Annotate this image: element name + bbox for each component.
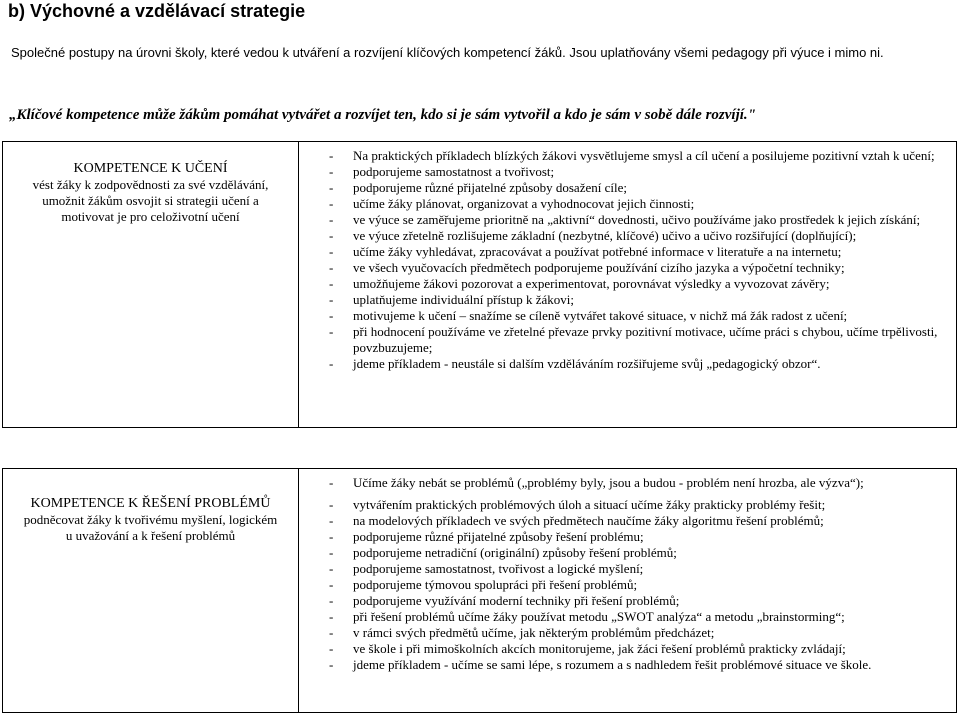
bullet-dash: - (329, 196, 334, 211)
competence-description: vést žáky k zodpovědnosti za své vzdělávání, umožnit žákům osvojit si strategii učení a motivovat je pro celoživotní učení (32, 177, 269, 224)
strategy-item (329, 164, 952, 180)
bullet-dash: - (329, 577, 334, 592)
strategy-list-cell (299, 469, 956, 712)
competence-description: podněcovat žáky k tvořivému myšlení, logickém u uvažování a k řešení problémů (23, 512, 278, 543)
bullet-dash: - (329, 356, 334, 371)
bullet-dash: - (329, 276, 334, 291)
strategy-item-text: podporujeme samostatnost a tvořivost; (353, 164, 555, 179)
bullet-dash: - (329, 475, 334, 490)
bullet-dash: - (329, 545, 334, 560)
bullet-dash: - (329, 324, 334, 339)
strategy-item (329, 657, 952, 673)
section-heading: b) Výchovné a vzdělávací strategie (8, 1, 306, 21)
strategy-item-text: ve výuce se zaměřujeme prioritně na „aktivní“ dovednosti, učivo používáme jako prostředek k jejich získání; (353, 212, 921, 227)
bullet-dash: - (329, 657, 334, 672)
strategy-item-text: jdeme příkladem - neustále si dalším vzděláváním rozšiřujeme svůj „pedagogický obzor“. (353, 356, 821, 371)
strategy-item-text: Na praktických příkladech blízkých žákovi vysvětlujeme smysl a cíl učení a posilujeme pozitivní vztah k učení; (353, 148, 935, 163)
strategy-item (329, 180, 952, 196)
competence-table-learning (2, 141, 957, 428)
strategy-item (329, 356, 952, 372)
strategy-item-text: umožňujeme žákovi pozorovat a experimentovat, porovnávat výsledky a vyvozovat závěry; (353, 276, 830, 291)
intro-paragraph: Společné postupy na úrovni školy, které vedou k utváření a rozvíjení klíčových kompetencí žáků. Jsou uplatňovány všemi pedagogy při výuce i mimo ni. (11, 45, 884, 60)
bullet-dash: - (329, 497, 334, 512)
strategy-item-text: v rámci svých předmětů učíme, jak některým problémům předcházet; (353, 625, 715, 640)
strategy-item-text: při řešení problémů učíme žáky používat metodu „SWOT analýza“ a metodu „brainstorming“; (353, 609, 845, 624)
strategy-item (329, 308, 952, 324)
strategy-item-text: Učíme žáky nebát se problémů („problémy byly, jsou a budou - problém není hrozba, ale výzva“); (353, 475, 864, 490)
strategy-item (329, 244, 952, 260)
bullet-dash: - (329, 180, 334, 195)
strategy-item-text: podporujeme různé přijatelné způsoby dosažení cíle; (353, 180, 627, 195)
bullet-dash: - (329, 212, 334, 227)
strategy-item-text: vytvářením praktických problémových úloh a situací učíme žáky prakticky problémy řešit; (353, 497, 826, 512)
bullet-dash: - (329, 529, 334, 544)
bullet-dash: - (329, 513, 334, 528)
strategy-item (329, 260, 952, 276)
bullet-dash: - (329, 609, 334, 624)
strategy-item (329, 228, 952, 244)
strategy-item (329, 577, 952, 593)
bullet-dash: - (329, 228, 334, 243)
strategy-item-text: podporujeme samostatnost, tvořivost a logické myšlení; (353, 561, 644, 576)
competence-table-problem-solving (2, 468, 957, 713)
strategy-item (329, 641, 952, 657)
strategy-list-cell (299, 142, 956, 427)
bullet-dash: - (329, 625, 334, 640)
strategy-item (329, 292, 952, 308)
bullet-dash: - (329, 561, 334, 576)
strategy-item (329, 276, 952, 292)
strategy-item (329, 529, 952, 545)
competence-label-cell (3, 469, 299, 712)
strategy-item-text: podporujeme netradiční (originální) způsoby řešení problémů; (353, 545, 677, 560)
strategy-item (329, 561, 952, 577)
strategy-item-text: učíme žáky vyhledávat, zpracovávat a používat potřebné informace v literatuře a na internetu; (353, 244, 842, 259)
motto-quote: „Klíčové kompetence může žákům pomáhat vytvářet a rozvíjet ten, kdo si je sám vytvořil a kdo je sám v sobě dále rozvíjí." (9, 107, 756, 123)
strategy-item-text: učíme žáky plánovat, organizovat a vyhodnocovat jejich činnosti; (353, 196, 695, 211)
bullet-dash: - (329, 593, 334, 608)
bullet-dash: - (329, 148, 334, 163)
strategy-item (329, 625, 952, 641)
strategy-item-text: ve výuce zřetelně rozlišujeme základní (nezbytné, klíčové) učivo a učivo rozšiřující (doplňující); (353, 228, 857, 243)
bullet-dash: - (329, 244, 334, 259)
strategy-item (329, 148, 952, 164)
bullet-dash: - (329, 641, 334, 656)
bullet-dash: - (329, 260, 334, 275)
strategy-item-text: ve všech vyučovacích předmětech podporujeme používání cizího jazyka a výpočetní techniky; (353, 260, 845, 275)
strategy-item-text: podporujeme týmovou spolupráci při řešení problémů; (353, 577, 638, 592)
strategy-list (329, 148, 952, 372)
competence-label-cell (3, 142, 299, 427)
strategy-item-text: při hodnocení používáme ve zřetelné převaze prvky pozitivní motivace, učíme práci s chybou, učíme trpělivosti, povzbuzujeme; (353, 324, 938, 355)
strategy-item-text: jdeme příkladem - učíme se sami lépe, s rozumem a s nadhledem řešit problémové situace ve škole. (353, 657, 872, 672)
strategy-item (329, 609, 952, 625)
strategy-list (329, 475, 952, 673)
bullet-dash: - (329, 308, 334, 323)
strategy-item-text: na modelových příkladech ve svých předmětech naučíme žáky algoritmu řešení problémů; (353, 513, 824, 528)
strategy-item (329, 324, 952, 356)
strategy-item-text: ve škole i při mimoškolních akcích monitorujeme, jak žáci řešení problémů prakticky zvládají; (353, 641, 846, 656)
strategy-item (329, 513, 952, 529)
strategy-item (329, 212, 952, 228)
competence-title: KOMPETENCE K ŘEŠENÍ PROBLÉMŮ (30, 496, 271, 511)
strategy-item (329, 545, 952, 561)
strategy-item (329, 196, 952, 212)
bullet-dash: - (329, 292, 334, 307)
bullet-dash: - (329, 164, 334, 179)
strategy-item-text: podporujeme využívání moderní techniky při řešení problémů; (353, 593, 680, 608)
competence-title: KOMPETENCE K UČENÍ (73, 161, 228, 176)
strategy-item-text: motivujeme k učení – snažíme se cíleně vytvářet takové situace, v nichž má žák radost z učení; (353, 308, 848, 323)
strategy-item-text: podporujeme různé přijatelné způsoby řešení problému; (353, 529, 644, 544)
strategy-item-text: uplatňujeme individuální přístup k žákovi; (353, 292, 574, 307)
strategy-item (329, 475, 952, 491)
strategy-item (329, 497, 952, 513)
strategy-item (329, 593, 952, 609)
